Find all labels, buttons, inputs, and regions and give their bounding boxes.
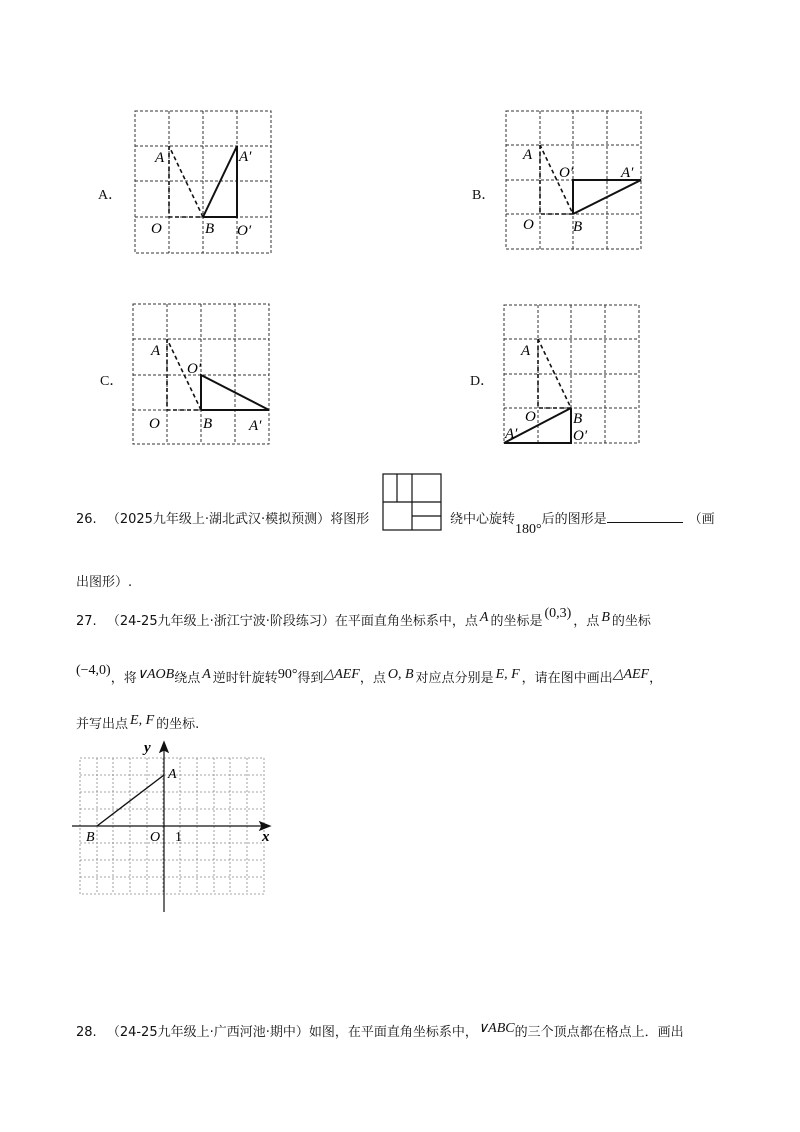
option-b-figure <box>497 105 657 265</box>
option-d-point-b: B <box>573 411 583 427</box>
question-27-triangle-aob: ∨AOB <box>136 667 175 682</box>
unit-label: 1 <box>175 830 182 845</box>
option-d-point-a-prime: A′ <box>505 426 518 442</box>
option-c-label: C． <box>100 374 124 389</box>
question-27-point-a: A <box>479 610 489 625</box>
option-b-point-o-prime: O′ <box>559 165 574 181</box>
segment-ab <box>97 775 164 826</box>
option-b-label: B． <box>472 188 496 203</box>
question-27-l2-h: ， <box>649 671 663 686</box>
question-27-points-ob: O, B <box>387 667 414 682</box>
point-b-label: B <box>86 830 95 845</box>
question-27-line-1 <box>76 606 651 630</box>
point-a-label: A <box>168 767 177 782</box>
option-c-point-o-prime: O′ <box>187 361 202 377</box>
option-a-label: A． <box>98 188 123 203</box>
x-axis-label: x <box>262 829 270 845</box>
option-c-point-a: A <box>151 343 161 359</box>
question-26-source: （2025九年级上·湖北武汉·模拟预测） <box>106 512 331 527</box>
question-27-number: 27. <box>76 614 97 629</box>
question-26-line-1 <box>76 508 369 527</box>
option-d-figure <box>495 297 655 457</box>
question-27-l2-b: 绕点 <box>174 671 201 686</box>
option-b-point-o: O <box>523 217 534 233</box>
option-c-point-a-prime: A′ <box>249 418 262 434</box>
question-27-l2-c: 逆时针旋转 <box>212 671 278 686</box>
question-27-coord-b: (−4,0) <box>76 663 111 678</box>
question-27-point-b: B <box>601 610 610 625</box>
question-27-center-a: A <box>202 667 211 682</box>
option-c-point-b: B <box>203 416 213 432</box>
option-c-figure <box>123 297 283 457</box>
option-c-point-o: O <box>149 416 160 432</box>
question-27-source: （24-25九年级上·浙江宁波·阶段练习） <box>106 614 335 629</box>
question-27-points-ef-2: E, F <box>130 713 155 728</box>
question-28-number: 28. <box>76 1025 97 1040</box>
question-27-l3-a: 并写出点 <box>76 717 129 732</box>
question-26-number: 26. <box>76 512 97 527</box>
option-d-point-o: O <box>525 409 536 425</box>
question-27-l1-b: 的坐标是 <box>490 614 543 629</box>
question-27-l2-e: ，点 <box>359 671 386 686</box>
question-26-text-a: 将图形 <box>330 512 370 527</box>
option-a-point-o-prime: O′ <box>237 223 252 239</box>
y-axis-label: y <box>144 740 151 756</box>
question-27-line-2 <box>76 663 663 687</box>
option-b-point-b: B <box>573 219 583 235</box>
question-27-triangle-aef: △AEF <box>323 667 360 682</box>
question-26-text-b: 绕中心旋转 <box>450 512 516 527</box>
question-28-triangle-abc: ∨ABC <box>477 1021 515 1036</box>
question-26-answer-blank[interactable] <box>607 510 683 523</box>
question-28-text-a: 如图，在平面直角坐标系中， <box>308 1025 478 1040</box>
option-d-point-a: A <box>521 343 531 359</box>
origin-label: O <box>150 830 161 845</box>
option-b-point-a: A <box>523 147 533 163</box>
option-a-point-a: A <box>155 150 165 166</box>
question-27-l2-d: 得到 <box>297 671 324 686</box>
question-28-source: （24-25九年级上·广西河池·期中） <box>106 1025 309 1040</box>
question-28-text-b: 的三个顶点都在格点上．画出 <box>514 1025 684 1040</box>
question-27-l3-b: 的坐标. <box>156 717 200 732</box>
question-27-points-ef: E, F <box>495 667 520 682</box>
question-27-coord-a: (0,3) <box>544 606 572 621</box>
question-26-figure <box>382 473 444 533</box>
option-a-figure <box>125 105 285 265</box>
option-a-point-b: B <box>205 221 215 237</box>
question-26-angle: 180° <box>515 522 542 537</box>
question-27-l1-d: 的坐标 <box>611 614 651 629</box>
question-26-text-c: 后的图形是 <box>541 512 607 527</box>
question-27-line-3 <box>76 713 199 733</box>
option-b-point-a-prime: A′ <box>621 165 634 181</box>
question-27-l1-a: 在平面直角坐标系中，点 <box>334 614 478 629</box>
question-26-line-1b <box>450 508 715 537</box>
question-27-l2-a: ，将 <box>110 671 137 686</box>
question-27-l2-g: ，请在图中画出 <box>521 671 613 686</box>
option-a-point-o: O <box>151 221 162 237</box>
question-26-text-e: 出图形）. <box>76 575 133 590</box>
question-28-line-1 <box>76 1021 684 1041</box>
option-a-point-a-prime: A′ <box>239 149 252 165</box>
option-d-label: D． <box>470 374 495 389</box>
option-d-point-o-prime: O′ <box>573 428 588 444</box>
question-27-l2-f: 对应点分别是 <box>415 671 494 686</box>
question-27-coordinate-figure <box>68 738 280 914</box>
question-26-text-d: （画 <box>688 512 715 527</box>
question-27-l1-c: ，点 <box>573 614 600 629</box>
question-27-triangle-aef-2: △AEF <box>612 667 650 682</box>
question-27-angle: 90° <box>277 667 298 682</box>
